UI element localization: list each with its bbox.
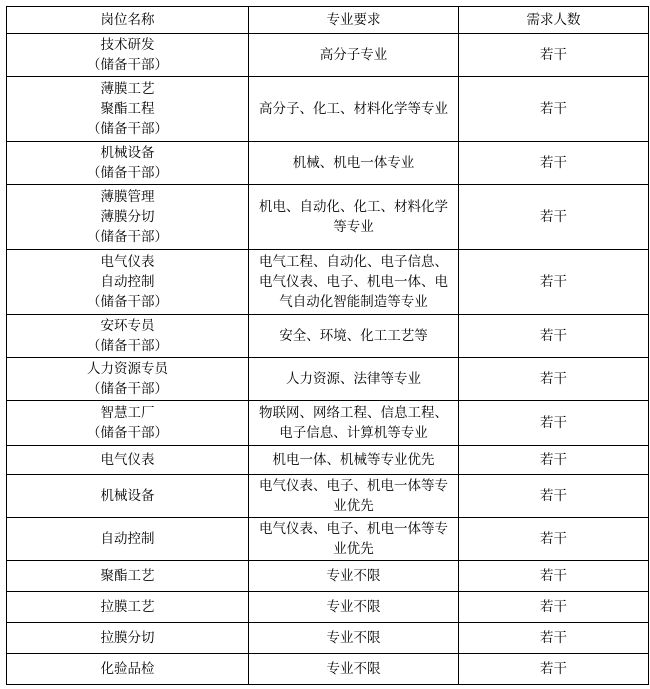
count-cell: 若干 xyxy=(459,250,649,315)
position-cell xyxy=(7,250,249,315)
table-row xyxy=(7,358,649,401)
major-cell-line: 专业不限 xyxy=(326,630,381,646)
position-cell-line: 薄膜工艺 xyxy=(100,81,155,97)
count-cell: 若干 xyxy=(459,623,649,654)
position-cell-line: 安环专员 xyxy=(100,318,155,334)
count-cell: 若干 xyxy=(459,185,649,250)
position-cell-line: （储备干部） xyxy=(87,165,168,181)
table-row xyxy=(7,401,649,446)
major-cell xyxy=(249,475,459,518)
major-cell-line: 业优先 xyxy=(333,498,374,514)
count-cell: 若干 xyxy=(459,561,649,592)
position-cell-line: 拉膜分切 xyxy=(100,630,155,646)
count-cell: 若干 xyxy=(459,654,649,685)
count-cell: 若干 xyxy=(459,475,649,518)
table-row xyxy=(7,518,649,561)
position-cell-line: 聚酯工艺 xyxy=(100,568,155,584)
position-cell-line: 电气仪表 xyxy=(100,452,155,468)
major-cell-line: 机电一体、机械等专业优先 xyxy=(272,452,435,468)
major-cell-line: 电子信息、计算机等专业 xyxy=(279,425,428,441)
table-row xyxy=(7,34,649,77)
header-major: 专业要求 xyxy=(249,7,459,34)
major-cell-line: 气自动化智能制造等专业 xyxy=(279,294,428,310)
major-cell-line: 业优先 xyxy=(333,541,374,557)
position-cell-line: 人力资源专员 xyxy=(87,361,168,377)
position-cell-line: （储备干部） xyxy=(87,381,168,397)
major-cell-line: 机电、自动化、化工、材料化学 xyxy=(259,199,448,215)
count-cell: 若干 xyxy=(459,446,649,475)
position-cell-line: 拉膜工艺 xyxy=(100,599,155,615)
position-cell xyxy=(7,446,249,475)
position-cell xyxy=(7,518,249,561)
table-row xyxy=(7,142,649,185)
major-cell xyxy=(249,446,459,475)
position-cell xyxy=(7,592,249,623)
table-row xyxy=(7,592,649,623)
position-cell xyxy=(7,77,249,142)
major-cell xyxy=(249,623,459,654)
major-cell-line: 专业不限 xyxy=(326,661,381,677)
count-cell: 若干 xyxy=(459,592,649,623)
major-cell-line: 专业不限 xyxy=(326,568,381,584)
position-cell-line: 自动控制 xyxy=(100,531,155,547)
table-row xyxy=(7,561,649,592)
position-cell xyxy=(7,142,249,185)
position-cell-line: 薄膜分切 xyxy=(100,209,155,225)
major-cell-line: 高分子专业 xyxy=(319,47,388,63)
position-cell xyxy=(7,315,249,358)
header-count: 需求人数 xyxy=(459,7,649,34)
position-cell-line: 机械设备 xyxy=(100,145,155,161)
table-row xyxy=(7,250,649,315)
major-cell xyxy=(249,34,459,77)
major-cell xyxy=(249,77,459,142)
position-cell xyxy=(7,654,249,685)
major-cell xyxy=(249,561,459,592)
table-row xyxy=(7,475,649,518)
major-cell-line: 电气仪表、电子、机电一体等专 xyxy=(259,521,448,537)
table-row xyxy=(7,77,649,142)
major-cell xyxy=(249,654,459,685)
major-cell-line: 专业不限 xyxy=(326,599,381,615)
position-cell-line: （储备干部） xyxy=(87,229,168,245)
position-cell xyxy=(7,358,249,401)
major-cell xyxy=(249,358,459,401)
major-cell xyxy=(249,518,459,561)
position-cell-line: （储备干部） xyxy=(87,57,168,73)
position-cell xyxy=(7,34,249,77)
position-cell-line: 智慧工厂 xyxy=(100,405,155,421)
major-cell-line: 安全、环境、化工工艺等 xyxy=(279,328,428,344)
position-cell-line: 薄膜管理 xyxy=(100,189,155,205)
position-cell-line: （储备干部） xyxy=(87,121,168,137)
major-cell-line: 电气仪表、电子、机电一体等专 xyxy=(259,478,448,494)
table-row xyxy=(7,654,649,685)
count-cell: 若干 xyxy=(459,34,649,77)
table-row xyxy=(7,623,649,654)
major-cell-line: 高分子、化工、材料化学等专业 xyxy=(259,101,448,117)
position-cell xyxy=(7,623,249,654)
major-cell-line: 等专业 xyxy=(333,219,374,235)
position-cell-line: 化验品检 xyxy=(100,661,155,677)
major-cell xyxy=(249,592,459,623)
position-cell-line: （储备干部） xyxy=(87,294,168,310)
major-cell xyxy=(249,142,459,185)
table-body xyxy=(7,34,649,685)
position-cell-line: （储备干部） xyxy=(87,338,168,354)
position-cell-line: 机械设备 xyxy=(100,488,155,504)
major-cell xyxy=(249,185,459,250)
position-cell xyxy=(7,561,249,592)
major-cell xyxy=(249,250,459,315)
table-header-row xyxy=(7,7,649,34)
position-cell-line: 电气仪表 xyxy=(100,254,155,270)
major-cell xyxy=(249,401,459,446)
position-cell xyxy=(7,401,249,446)
count-cell: 若干 xyxy=(459,77,649,142)
position-cell-line: 自动控制 xyxy=(100,274,155,290)
major-cell-line: 电气仪表、电子、机电一体、电 xyxy=(259,274,448,290)
table-row xyxy=(7,185,649,250)
count-cell: 若干 xyxy=(459,401,649,446)
position-cell xyxy=(7,185,249,250)
position-cell-line: 聚酯工程 xyxy=(100,101,155,117)
count-cell: 若干 xyxy=(459,518,649,561)
position-cell-line: （储备干部） xyxy=(87,425,168,441)
major-cell-line: 机械、机电一体专业 xyxy=(292,155,415,171)
major-cell-line: 物联网、网络工程、信息工程、 xyxy=(259,405,448,421)
count-cell: 若干 xyxy=(459,142,649,185)
major-cell-line: 电气工程、自动化、电子信息、 xyxy=(259,254,448,270)
position-cell xyxy=(7,475,249,518)
major-cell xyxy=(249,315,459,358)
count-cell: 若干 xyxy=(459,315,649,358)
recruitment-table xyxy=(6,6,649,685)
major-cell-line: 人力资源、法律等专业 xyxy=(286,371,421,387)
table-row xyxy=(7,446,649,475)
position-cell-line: 技术研发 xyxy=(100,37,155,53)
table-row xyxy=(7,315,649,358)
header-position: 岗位名称 xyxy=(7,7,249,34)
count-cell: 若干 xyxy=(459,358,649,401)
